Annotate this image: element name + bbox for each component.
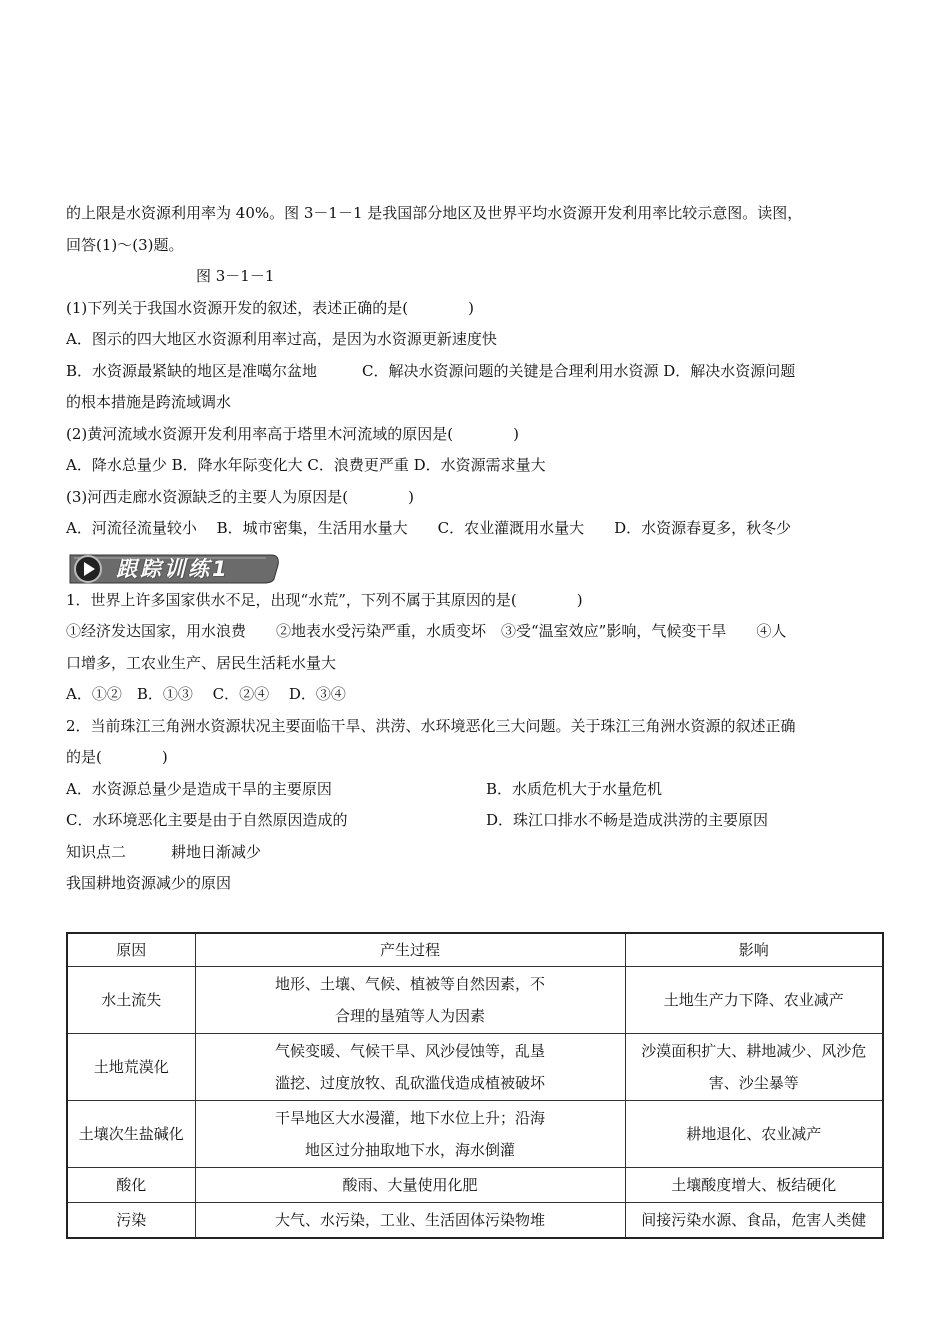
- intro-line-1: 的上限是水资源利用率为 40%。图 3－1－1 是我国部分地区及世界平均水资源开发利用率比较示意图。读图，: [66, 204, 803, 222]
- section-subheading: 我国耕地资源减少的原因: [66, 874, 232, 892]
- table-row: [67, 1168, 883, 1203]
- t2-stem-line-2: 的是( ): [66, 748, 168, 766]
- table-header-row: [67, 933, 883, 967]
- q2-stem: (2)黄河流域水资源开发利用率高于塔里木河流域的原因是( ): [66, 424, 519, 443]
- table-row: [67, 1101, 883, 1168]
- t2-options-ab: [66, 774, 886, 806]
- t1-stem: 1．世界上许多国家供水不足，出现“水荒”，下列不属于其原因的是( ): [66, 590, 583, 609]
- t2-option-b: B．水质危机大于水量危机: [486, 779, 663, 798]
- section-heading: 知识点二 耕地日渐减少: [66, 842, 262, 861]
- q3-options: A．河流径流量较小 B．城市密集，生活用水量大 C．农业灌溉用水量大 D．水资源春夏多，秋冬少: [66, 519, 792, 537]
- t2-option-d: D．珠江口排水不畅是造成洪涝的主要原因: [486, 811, 769, 829]
- t2-options-cd: [66, 805, 886, 837]
- q2-options: A．降水总量少 B．降水年际变化大 C．浪费更严重 D．水资源需求量大: [66, 456, 546, 474]
- cell-process: 大气、水污染，工业、生活固体污染物堆: [195, 1203, 625, 1239]
- cell-process-line: 地区过分抽取地下水，海水倒灌: [304, 1141, 515, 1159]
- farmland-reduction-table: [66, 932, 884, 1239]
- t1-items-line-2: 口增多，工农业生产、居民生活耗水量大: [66, 653, 337, 672]
- q1-stem: (1)下列关于我国水资源开发的叙述，表述正确的是( ): [66, 298, 474, 317]
- t1-options: A．①② B．①③ C．②④ D．③④: [66, 685, 346, 703]
- cell-effect: [625, 967, 883, 1034]
- t2-stem-line-1: 2．当前珠江三角洲水资源状况主要面临干旱、洪涝、水环境恶化三大问题。关于珠江三角洲水资源的叙述正确: [66, 716, 796, 735]
- cell-cause: 土地荒漠化: [67, 1034, 195, 1101]
- cell-effect-line: 沙漠面积扩大、耕地减少、风沙危: [641, 1042, 867, 1060]
- header-cause: 原因: [67, 933, 195, 967]
- t2-option-a: A．水资源总量少是造成干旱的主要原因: [66, 779, 332, 798]
- cell-effect-line: 土地生产力下降、农业减产: [663, 991, 844, 1009]
- cell-cause: 污染: [67, 1203, 195, 1239]
- header-effect: 影响: [625, 933, 883, 967]
- cell-effect: [625, 1101, 883, 1168]
- table-row: [67, 967, 883, 1034]
- cell-process-line: 干旱地区大水漫灌，地下水位上升；沿海: [274, 1109, 545, 1127]
- cell-process-line: 气候变暖、气候干旱、风沙侵蚀等，乱垦: [274, 1042, 545, 1060]
- intro-line-2: 回答(1)～(3)题。: [66, 235, 184, 254]
- cell-process-line: 地形、土壤、气候、植被等自然因素，不: [274, 975, 545, 993]
- banner-label: 跟踪训练1: [116, 556, 230, 581]
- table-row: [67, 1034, 883, 1101]
- cell-process-line: 滥挖、过度放牧、乱砍滥伐造成植被破坏: [274, 1074, 545, 1092]
- t1-items-line-1: ①经济发达国家，用水浪费 ②地表水受污染严重，水质变坏 ③受“温室效应”影响，气候变干旱 ④人: [66, 622, 787, 640]
- cell-effect: 土壤酸度增大、板结硬化: [625, 1168, 883, 1203]
- cell-process: 酸雨、大量使用化肥: [195, 1168, 625, 1203]
- cell-cause: 土壤次生盐碱化: [67, 1101, 195, 1168]
- q1-options-bcd: B．水资源最紧缺的地区是准噶尔盆地 C．解决水资源问题的关键是合理利用水资源 D．解决水资源问题: [66, 361, 796, 380]
- document-body: [66, 198, 886, 900]
- cell-process: [195, 1101, 625, 1168]
- practice-banner: [66, 549, 281, 585]
- t2-option-c: C．水环境恶化主要是由于自然原因造成的: [66, 811, 348, 829]
- cell-process: [195, 1034, 625, 1101]
- figure-caption: 图 3－1－1: [196, 267, 275, 285]
- cell-effect-line: 耕地退化、农业减产: [686, 1125, 822, 1143]
- cell-cause: 水土流失: [67, 967, 195, 1034]
- cell-effect: [625, 1034, 883, 1101]
- cell-process-line: 合理的垦殖等人为因素: [334, 1007, 485, 1025]
- cell-effect-line: 害、沙尘暴等: [708, 1074, 799, 1092]
- cell-effect: 间接污染水源、食品，危害人类健: [625, 1203, 883, 1239]
- q1-option-a: A．图示的四大地区水资源利用率过高，是因为水资源更新速度快: [66, 330, 497, 348]
- q3-stem: (3)河西走廊水资源缺乏的主要人为原因是( ): [66, 487, 414, 506]
- table-row: [67, 1203, 883, 1239]
- cell-process: [195, 967, 625, 1034]
- header-process: 产生过程: [195, 933, 625, 967]
- q1-option-d-cont: 的根本措施是跨流域调水: [66, 393, 232, 411]
- cell-cause: 酸化: [67, 1168, 195, 1203]
